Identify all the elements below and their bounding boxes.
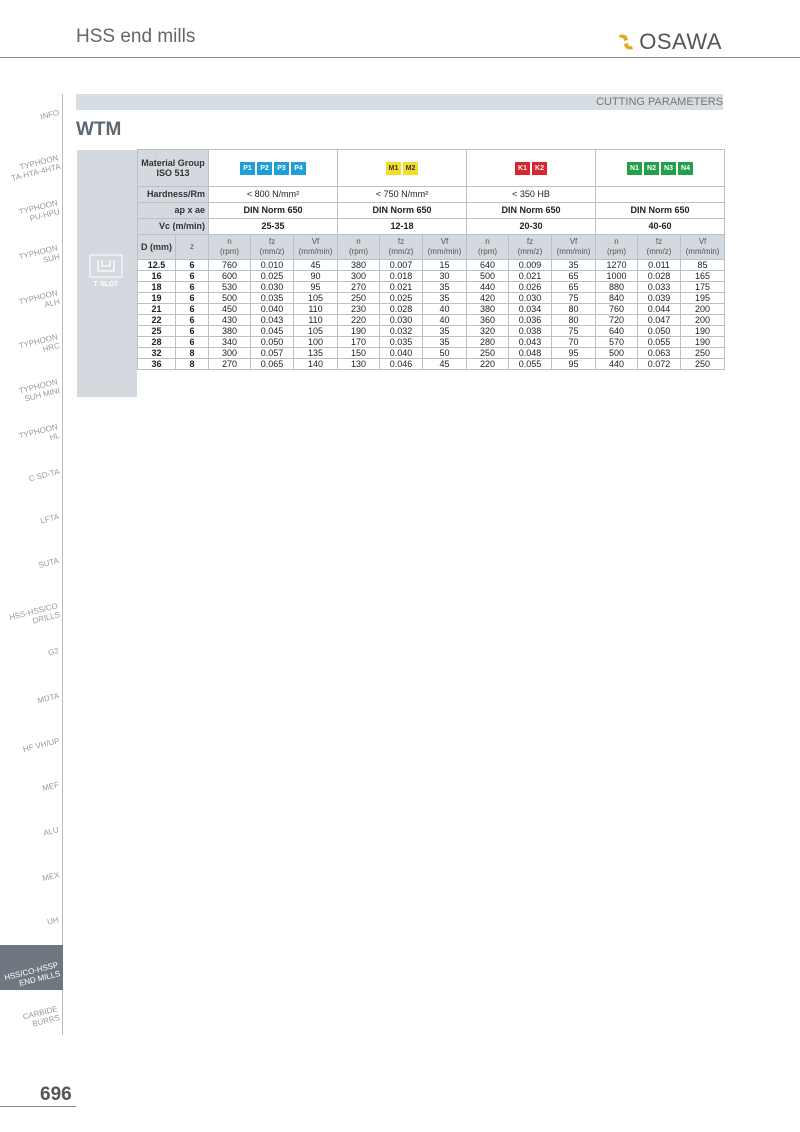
ap_ae-value: DIN Norm 650: [467, 203, 596, 219]
z-header: z: [176, 235, 209, 260]
d-header: D (mm): [138, 235, 176, 260]
sidebar-tab[interactable]: [0, 497, 63, 542]
sub-header: [209, 235, 251, 260]
value-cell: 440: [467, 282, 509, 293]
value-cell: 0.046: [380, 359, 423, 370]
footer-divider: [0, 1106, 76, 1107]
value-cell: 140: [294, 359, 338, 370]
value-cell: 190: [681, 326, 725, 337]
sidebar-tab[interactable]: [0, 452, 63, 497]
material-chip: M1: [386, 162, 401, 175]
value-cell: 0.040: [380, 348, 423, 359]
header-divider: [0, 57, 800, 58]
sub-header-unit: (rpm): [348, 247, 369, 256]
sub-header: [552, 235, 596, 260]
value-cell: 0.034: [509, 304, 552, 315]
value-cell: 600: [209, 271, 251, 282]
value-cell: 500: [467, 271, 509, 282]
value-cell: 0.045: [251, 326, 294, 337]
diameter-cell: 28: [138, 337, 176, 348]
value-cell: 250: [681, 348, 725, 359]
table-row: [138, 315, 725, 326]
teeth-cell: 6: [176, 304, 209, 315]
diameter-cell: 19: [138, 293, 176, 304]
material-group-chips: [467, 150, 596, 187]
vc-value: 25-35: [209, 219, 338, 235]
sub-header-name: fz: [397, 237, 405, 246]
value-cell: 0.026: [509, 282, 552, 293]
material-chip: P1: [240, 162, 255, 175]
t-slot-icon: [89, 254, 123, 278]
value-cell: 500: [596, 348, 638, 359]
sidebar-tab-label: UH: [46, 914, 61, 927]
sidebar-tab-label: TYPHOON PU-HPU: [18, 198, 62, 224]
sidebar-tab-label: HF VH/UP: [21, 735, 61, 754]
value-cell: 760: [209, 260, 251, 271]
vc-value: 20-30: [467, 219, 596, 235]
ap_ae-value: DIN Norm 650: [209, 203, 338, 219]
sidebar-tab-label: TYPHOON TA-HTA-4HTA: [10, 153, 62, 184]
value-cell: 250: [681, 359, 725, 370]
value-cell: 0.010: [251, 260, 294, 271]
sidebar-tab[interactable]: [0, 228, 63, 273]
sub-header-unit: (rpm): [477, 247, 498, 256]
value-cell: 0.032: [380, 326, 423, 337]
material-chip: M2: [403, 162, 418, 175]
diameter-cell: 21: [138, 304, 176, 315]
hardness-value: < 350 HB: [467, 187, 596, 203]
value-cell: 300: [338, 271, 380, 282]
value-cell: 135: [294, 348, 338, 359]
value-cell: 0.018: [380, 271, 423, 282]
sidebar-tab[interactable]: [0, 363, 63, 408]
hardness-label: Hardness/Rm: [138, 187, 209, 203]
value-cell: 110: [294, 304, 338, 315]
sidebar-tab-label: MEX: [41, 870, 61, 884]
value-cell: 270: [209, 359, 251, 370]
sidebar-tab[interactable]: [0, 318, 63, 363]
value-cell: 1270: [596, 260, 638, 271]
value-cell: 165: [681, 271, 725, 282]
sidebar-tab-label: TYPHOON HRC: [18, 332, 62, 355]
material-group-chips: [338, 150, 467, 187]
section-band: [76, 94, 723, 110]
sub-header-unit: (mm/min): [298, 247, 333, 256]
sub-header-name: Vf: [440, 237, 449, 246]
sidebar-tab[interactable]: [0, 273, 63, 318]
sidebar-tab[interactable]: [0, 811, 63, 856]
value-cell: 0.043: [251, 315, 294, 326]
value-cell: 35: [552, 260, 596, 271]
value-cell: 380: [467, 304, 509, 315]
value-cell: 440: [596, 359, 638, 370]
value-cell: 150: [338, 348, 380, 359]
vc-value: 40-60: [596, 219, 725, 235]
sidebar-tab-label: TYPHOON ALH: [18, 287, 62, 310]
sub-header: [338, 235, 380, 260]
sidebar-tab-label: C SD-TA: [27, 466, 61, 484]
sub-header-name: n: [485, 237, 490, 246]
hardness-value: [596, 187, 725, 203]
value-cell: 0.072: [638, 359, 681, 370]
value-cell: 65: [552, 271, 596, 282]
sub-header-name: fz: [268, 237, 276, 246]
sidebar-tab[interactable]: [0, 856, 63, 901]
value-cell: 230: [338, 304, 380, 315]
value-cell: 190: [338, 326, 380, 337]
value-cell: 640: [467, 260, 509, 271]
value-cell: 420: [467, 293, 509, 304]
sub-header-unit: (rpm): [606, 247, 627, 256]
value-cell: 175: [681, 282, 725, 293]
teeth-cell: 6: [176, 271, 209, 282]
sidebar-tab-label: MDTA: [36, 690, 61, 705]
value-cell: 640: [596, 326, 638, 337]
sidebar-tab[interactable]: [0, 900, 63, 945]
value-cell: 320: [467, 326, 509, 337]
value-cell: 360: [467, 315, 509, 326]
value-cell: 170: [338, 337, 380, 348]
ap_ae-label: ap x ae: [138, 203, 209, 219]
sub-header-unit: (mm/z): [388, 247, 414, 256]
value-cell: 840: [596, 293, 638, 304]
value-cell: 0.011: [638, 260, 681, 271]
sub-header-unit: (mm/z): [517, 247, 543, 256]
value-cell: 570: [596, 337, 638, 348]
sub-header-name: fz: [655, 237, 663, 246]
value-cell: 450: [209, 304, 251, 315]
value-cell: 0.009: [509, 260, 552, 271]
diameter-cell: 32: [138, 348, 176, 359]
sidebar-tab-label: HSS/CO-HSSP END MILLS: [3, 959, 62, 988]
teeth-cell: 8: [176, 359, 209, 370]
value-cell: 0.063: [638, 348, 681, 359]
teeth-cell: 8: [176, 348, 209, 359]
value-cell: 200: [681, 304, 725, 315]
sub-header-name: Vf: [698, 237, 707, 246]
sidebar-tab[interactable]: [0, 94, 63, 139]
diameter-cell: 36: [138, 359, 176, 370]
page-number: 696: [40, 1084, 72, 1105]
value-cell: 45: [423, 359, 467, 370]
sidebar-tab-label: SUTA: [37, 556, 61, 571]
value-cell: 0.035: [251, 293, 294, 304]
value-cell: 0.033: [638, 282, 681, 293]
value-cell: 0.047: [638, 315, 681, 326]
sidebar-tab[interactable]: [0, 721, 63, 766]
brand-logo: [615, 29, 722, 55]
section-title: WTM: [76, 119, 122, 140]
value-cell: 0.050: [251, 337, 294, 348]
hardness-value: < 750 N/mm²: [338, 187, 467, 203]
sidebar-tab-label: HSS-HSS/CO DRILLS: [8, 601, 62, 626]
table-row: [138, 271, 725, 282]
table-row: [138, 260, 725, 271]
material-chip: N3: [661, 162, 676, 175]
sub-header-name: Vf: [569, 237, 578, 246]
cutting-parameters-table: [137, 149, 725, 370]
value-cell: 50: [423, 348, 467, 359]
sub-header: [681, 235, 725, 260]
value-cell: 90: [294, 271, 338, 282]
value-cell: 0.007: [380, 260, 423, 271]
value-cell: 105: [294, 293, 338, 304]
value-cell: 40: [423, 304, 467, 315]
diameter-cell: 25: [138, 326, 176, 337]
sub-header-unit: (mm/min): [556, 247, 591, 256]
osawa-logo-icon: [615, 31, 637, 53]
value-cell: 220: [338, 315, 380, 326]
teeth-cell: 6: [176, 282, 209, 293]
teeth-cell: 6: [176, 293, 209, 304]
material-chip: P3: [274, 162, 289, 175]
diameter-cell: 16: [138, 271, 176, 282]
value-cell: 200: [681, 315, 725, 326]
material-group-row: [138, 150, 725, 187]
sidebar-tab[interactable]: [0, 990, 63, 1035]
value-cell: 0.030: [509, 293, 552, 304]
value-cell: 35: [423, 326, 467, 337]
value-cell: 280: [467, 337, 509, 348]
table-row: [138, 359, 725, 370]
sub-header-unit: (rpm): [219, 247, 240, 256]
material-chip: N2: [644, 162, 659, 175]
sidebar-tab[interactable]: [0, 676, 63, 721]
material-group-chips: [596, 150, 725, 187]
value-cell: 0.048: [509, 348, 552, 359]
sub-header-name: fz: [526, 237, 534, 246]
value-cell: 195: [681, 293, 725, 304]
value-cell: 0.050: [638, 326, 681, 337]
value-cell: 95: [552, 348, 596, 359]
material-chip: P4: [291, 162, 306, 175]
value-cell: 0.040: [251, 304, 294, 315]
value-cell: 0.057: [251, 348, 294, 359]
sub-header-name: n: [614, 237, 619, 246]
table-row: [138, 304, 725, 315]
value-cell: 80: [552, 315, 596, 326]
sidebar-tab[interactable]: [0, 766, 63, 811]
value-cell: 0.025: [380, 293, 423, 304]
hardness-value: < 800 N/mm²: [209, 187, 338, 203]
brand-name: OSAWA: [639, 29, 722, 54]
material-chip: N1: [627, 162, 642, 175]
ap-ae-row: [138, 203, 725, 219]
sub-header: [596, 235, 638, 260]
value-cell: 0.055: [638, 337, 681, 348]
value-cell: 15: [423, 260, 467, 271]
sub-header-unit: (mm/z): [646, 247, 672, 256]
table-row: [138, 326, 725, 337]
ap_ae-value: DIN Norm 650: [596, 203, 725, 219]
sidebar-tab-label: TYPHOON SUH: [18, 243, 62, 265]
value-cell: 0.021: [380, 282, 423, 293]
material-group-label: Material Group ISO 513: [138, 150, 209, 187]
value-cell: 0.035: [380, 337, 423, 348]
material-chip: P2: [257, 162, 272, 175]
sidebar-tab-label: TYPHOON SUH MINI: [18, 377, 62, 404]
value-cell: 0.025: [251, 271, 294, 282]
table-row: [138, 282, 725, 293]
value-cell: 35: [423, 337, 467, 348]
sidebar-tab-label: LFTA: [39, 511, 61, 526]
value-cell: 0.038: [509, 326, 552, 337]
sidebar-tab[interactable]: [0, 542, 63, 587]
value-cell: 530: [209, 282, 251, 293]
material-chip: K2: [532, 162, 547, 175]
value-cell: 100: [294, 337, 338, 348]
teeth-cell: 6: [176, 326, 209, 337]
sub-header: [509, 235, 552, 260]
value-cell: 95: [294, 282, 338, 293]
table-row: [138, 337, 725, 348]
value-cell: 1000: [596, 271, 638, 282]
value-cell: 40: [423, 315, 467, 326]
sidebar-tab-label: MEF: [41, 780, 61, 794]
value-cell: 45: [294, 260, 338, 271]
value-cell: 0.043: [509, 337, 552, 348]
value-cell: 65: [552, 282, 596, 293]
value-cell: 430: [209, 315, 251, 326]
value-cell: 35: [423, 282, 467, 293]
sidebar-tab-label: ALU: [42, 825, 61, 838]
teeth-cell: 6: [176, 337, 209, 348]
sidebar-tab-label: TYPHOON HL: [18, 422, 62, 443]
value-cell: 0.028: [380, 304, 423, 315]
value-cell: 35: [423, 293, 467, 304]
sub-header-unit: (mm/min): [427, 247, 462, 256]
value-cell: 75: [552, 293, 596, 304]
value-cell: 250: [467, 348, 509, 359]
value-cell: 110: [294, 315, 338, 326]
sub-header-unit: (mm/z): [259, 247, 285, 256]
value-cell: 80: [552, 304, 596, 315]
material-chip: K1: [515, 162, 530, 175]
band-label: CUTTING PARAMETERS: [596, 96, 723, 108]
table-row: [138, 293, 725, 304]
sub-header-name: n: [356, 237, 361, 246]
sub-header: [638, 235, 681, 260]
tool-type-label: T SLOT: [93, 281, 119, 288]
teeth-cell: 6: [176, 260, 209, 271]
value-cell: 270: [338, 282, 380, 293]
value-cell: 0.039: [638, 293, 681, 304]
page-header-title: HSS end mills: [76, 26, 196, 47]
sidebar-tab[interactable]: [0, 139, 63, 184]
hardness-row: [138, 187, 725, 203]
value-cell: 0.055: [509, 359, 552, 370]
value-cell: 760: [596, 304, 638, 315]
vc-row: [138, 219, 725, 235]
vc-value: 12-18: [338, 219, 467, 235]
value-cell: 0.030: [380, 315, 423, 326]
sub-header-name: n: [227, 237, 232, 246]
value-cell: 250: [338, 293, 380, 304]
vc-label: Vc (m/min): [138, 219, 209, 235]
sub-header: [423, 235, 467, 260]
sidebar-tab[interactable]: [0, 945, 63, 990]
value-cell: 0.044: [638, 304, 681, 315]
value-cell: 500: [209, 293, 251, 304]
value-cell: 300: [209, 348, 251, 359]
sub-header: [251, 235, 294, 260]
value-cell: 0.065: [251, 359, 294, 370]
sub-header: [380, 235, 423, 260]
value-cell: 75: [552, 326, 596, 337]
value-cell: 880: [596, 282, 638, 293]
sidebar-tab-label: CARBIDE BURRS: [22, 1004, 62, 1029]
diameter-cell: 12.5: [138, 260, 176, 271]
ap_ae-value: DIN Norm 650: [338, 203, 467, 219]
value-cell: 190: [681, 337, 725, 348]
sidebar-tab[interactable]: [0, 408, 63, 453]
sidebar-tab-label: INFO: [39, 108, 61, 122]
sub-header: [294, 235, 338, 260]
value-cell: 0.036: [509, 315, 552, 326]
column-header-row: [138, 235, 725, 260]
value-cell: 85: [681, 260, 725, 271]
value-cell: 340: [209, 337, 251, 348]
sub-header-name: Vf: [311, 237, 320, 246]
value-cell: 0.021: [509, 271, 552, 282]
material-group-chips: [209, 150, 338, 187]
sidebar-tab-label: G2: [47, 646, 61, 658]
sub-header: [467, 235, 509, 260]
value-cell: 130: [338, 359, 380, 370]
diameter-cell: 22: [138, 315, 176, 326]
value-cell: 380: [338, 260, 380, 271]
diameter-cell: 18: [138, 282, 176, 293]
value-cell: 105: [294, 326, 338, 337]
value-cell: 220: [467, 359, 509, 370]
value-cell: 720: [596, 315, 638, 326]
material-chip: N4: [678, 162, 693, 175]
value-cell: 0.030: [251, 282, 294, 293]
value-cell: 70: [552, 337, 596, 348]
sidebar-tab[interactable]: [0, 632, 63, 677]
value-cell: 30: [423, 271, 467, 282]
teeth-cell: 6: [176, 315, 209, 326]
value-cell: 380: [209, 326, 251, 337]
value-cell: 0.028: [638, 271, 681, 282]
table-row: [138, 348, 725, 359]
sub-header-unit: (mm/min): [685, 247, 720, 256]
sidebar-tab[interactable]: [0, 587, 63, 632]
value-cell: 95: [552, 359, 596, 370]
sidebar-tab[interactable]: [0, 184, 63, 229]
